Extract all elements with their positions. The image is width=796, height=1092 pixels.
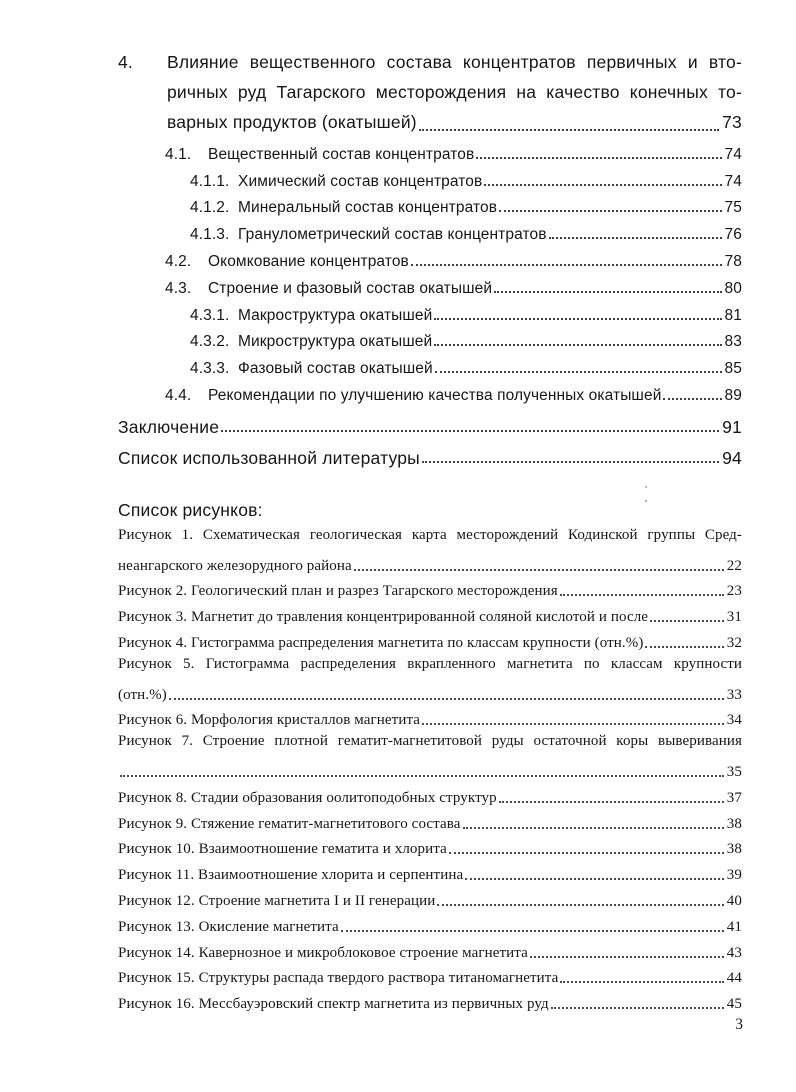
entry-text: Рисунок 8. Стадии образования оолитоподобных структур xyxy=(118,789,497,806)
toc-entry-section-4 xyxy=(118,47,742,137)
entry-text: Рисунок 15. Структуры распада твердого раствора титаномагнетита xyxy=(118,970,559,987)
entry-text: Рисунок 16. Мессбауэровский спектр магнетита из первичных руд xyxy=(118,996,549,1013)
entry-text: Минеральный состав концентратов xyxy=(238,199,498,217)
toc-closing-list xyxy=(118,407,742,469)
toc-row xyxy=(118,351,742,378)
figure-row xyxy=(118,910,742,936)
toc-subsection-list xyxy=(118,137,742,405)
dot-leader xyxy=(435,371,722,373)
dot-leader xyxy=(221,430,719,432)
toc-row xyxy=(118,217,742,244)
entry-page-number: 33 xyxy=(726,686,742,703)
dot-leader xyxy=(465,878,724,880)
toc-row xyxy=(118,191,742,218)
entry-text: Микроструктура окатышей xyxy=(238,333,433,351)
entry-page-number: 22 xyxy=(726,557,742,574)
toc-entry-text: варных продуктов (окатышей) xyxy=(167,112,417,132)
toc-page-number: 73 xyxy=(722,112,742,132)
toc-entry-line: ричных руд Тагарского месторождения на качество конечных то- xyxy=(167,82,742,102)
dot-leader xyxy=(422,723,724,725)
figure-row xyxy=(118,626,742,652)
entry-page-number: 40 xyxy=(726,892,742,909)
figure-row xyxy=(118,884,742,910)
dot-leader xyxy=(476,157,721,159)
dot-leader xyxy=(499,210,721,212)
entry-text: Вещественный состав концентратов xyxy=(208,145,475,163)
toc-row xyxy=(118,164,742,191)
entry-text: Рисунок 9. Стяжение гематит-магнетитового состава xyxy=(118,815,461,832)
toc-entry-number: 4. xyxy=(118,52,133,72)
entry-text: Рисунок 14. Кавернозное и микроблоковое строение магнетита xyxy=(118,944,528,961)
figure-row xyxy=(118,858,742,884)
dot-leader xyxy=(449,852,724,854)
dot-leader xyxy=(169,698,724,700)
dot-leader xyxy=(530,956,724,958)
dot-leader xyxy=(560,981,723,983)
entry-page-number: 35 xyxy=(726,763,742,780)
toc-entry-number: 4.1.3. xyxy=(190,226,230,244)
toc-row xyxy=(118,137,742,164)
entry-page-number: 75 xyxy=(724,199,742,217)
entry-text: Строение и фазовый состав окатышей xyxy=(208,279,493,297)
entry-text: Список использованной литературы xyxy=(118,447,420,468)
entry-page-number: 81 xyxy=(724,306,742,324)
entry-page-number: 44 xyxy=(726,970,742,987)
entry-text: Макроструктура окатышей xyxy=(238,306,433,324)
toc-entry-number: 4.4. xyxy=(165,386,192,404)
figure-row xyxy=(118,600,742,626)
entry-text: Рисунок 11. Взаимоотношение хлорита и серпентина xyxy=(118,867,464,884)
entry-text: Рисунок 2. Геологический план и разрез Тагарского месторождения xyxy=(118,583,558,600)
toc-row xyxy=(118,244,742,271)
dot-leader xyxy=(549,237,722,239)
entry-page-number: 94 xyxy=(722,447,742,468)
dot-leader xyxy=(434,344,721,346)
toc-row xyxy=(118,378,742,405)
entry-text: Гранулометрический состав концентратов xyxy=(238,226,547,244)
toc-row xyxy=(118,298,742,325)
figure-row: Рисунок 5. Гистограмма распределения вкрапленного магнетита по классам крупности xyxy=(118,655,742,672)
figures-heading: Список рисунков: xyxy=(118,499,263,520)
entry-page-number: 39 xyxy=(726,867,742,884)
entry-page-number: 76 xyxy=(724,226,742,244)
dot-leader xyxy=(484,184,721,186)
toc-entry-number: 4.2. xyxy=(165,252,192,270)
entry-text: Заключение xyxy=(118,416,220,437)
entry-text: Рекомендации по улучшению качества полученных окатышей xyxy=(208,386,662,404)
dot-leader xyxy=(422,461,719,463)
figure-row xyxy=(118,755,742,781)
toc-entry-number: 4.3. xyxy=(165,279,192,297)
figure-row xyxy=(118,678,742,704)
figure-row xyxy=(118,987,742,1013)
dot-leader xyxy=(551,1007,724,1009)
dot-leader xyxy=(419,129,719,131)
figure-row: Рисунок 1. Схематическая геологическая карта месторождений Кодинской группы Сред- xyxy=(118,526,742,543)
figure-row xyxy=(118,575,742,601)
entry-text: Рисунок 10. Взаимоотношение гематита и хлорита xyxy=(118,841,447,858)
entry-text: Фазовый состав окатышей xyxy=(238,360,433,378)
entry-text: Рисунок 13. Окисление магнетита xyxy=(118,918,339,935)
toc-entry-number: 4.3.3. xyxy=(190,360,230,378)
dot-leader xyxy=(120,775,724,777)
entry-page-number: 31 xyxy=(726,609,742,626)
entry-page-number: 78 xyxy=(724,252,742,270)
entry-page-number: 23 xyxy=(726,583,742,600)
scan-noise-speck xyxy=(645,486,648,502)
toc-entry-line xyxy=(167,107,742,137)
toc-row xyxy=(118,407,742,438)
entry-page-number: 89 xyxy=(724,386,742,404)
table-of-contents xyxy=(118,47,742,1013)
dot-leader xyxy=(560,594,724,596)
figure-row xyxy=(118,807,742,833)
figure-row xyxy=(118,962,742,988)
figure-row xyxy=(118,833,742,859)
dot-leader xyxy=(354,569,724,571)
toc-entry-body xyxy=(167,47,742,137)
entry-page-number: 37 xyxy=(726,789,742,806)
entry-text: неангарского железорудного района xyxy=(118,557,352,574)
dot-leader xyxy=(463,827,724,829)
toc-entry-number: 4.3.1. xyxy=(190,306,230,324)
entry-text: Рисунок 4. Гистограмма распределения магнетита по классам крупности (отн.%) xyxy=(118,634,644,651)
entry-page-number: 74 xyxy=(724,172,742,190)
entry-page-number: 43 xyxy=(726,944,742,961)
dot-leader xyxy=(341,930,724,932)
figure-row: Рисунок 7. Строение плотной гематит-магнетитовой руды остаточной коры выверивания xyxy=(118,733,742,750)
figures-list xyxy=(118,523,742,1013)
entry-page-number: 45 xyxy=(726,996,742,1013)
entry-page-number: 38 xyxy=(726,815,742,832)
toc-entry-number: 4.1. xyxy=(165,145,192,163)
page-number: 3 xyxy=(735,1016,743,1033)
entry-page-number: 80 xyxy=(724,279,742,297)
entry-text: Рисунок 6. Морфология кристаллов магнетита xyxy=(118,712,421,729)
entry-page-number: 41 xyxy=(726,918,742,935)
dot-leader xyxy=(645,646,723,648)
entry-page-number: 74 xyxy=(724,145,742,163)
entry-page-number: 38 xyxy=(726,841,742,858)
entry-page-number: 91 xyxy=(722,416,742,437)
dot-leader xyxy=(437,904,723,906)
dot-leader xyxy=(411,264,722,266)
figure-row xyxy=(118,549,742,575)
dot-leader xyxy=(650,620,724,622)
entry-text: (отн.%) xyxy=(118,686,167,703)
toc-entry-number: 4.1.1. xyxy=(190,172,230,190)
figure-row xyxy=(118,781,742,807)
toc-entry-number: 4.3.2. xyxy=(190,333,230,351)
entry-text: Рисунок 3. Магнетит до травления концентрированной соляной кислотой и после xyxy=(118,609,649,626)
dot-leader xyxy=(663,398,721,400)
toc-row xyxy=(118,271,742,298)
toc-row xyxy=(118,325,742,352)
figure-row xyxy=(118,704,742,730)
entry-page-number: 83 xyxy=(724,333,742,351)
toc-entry-number: 4.1.2. xyxy=(190,199,230,217)
entry-page-number: 85 xyxy=(724,360,742,378)
entry-text: Химический состав концентратов xyxy=(238,172,483,190)
dot-leader xyxy=(434,318,721,320)
figure-row xyxy=(118,936,742,962)
entry-text: Рисунок 12. Строение магнетита I и II генерации xyxy=(118,892,436,909)
entry-page-number: 34 xyxy=(726,712,742,729)
dot-leader xyxy=(499,801,724,803)
toc-entry-line: Влияние вещественного состава концентратов первичных и вто- xyxy=(167,52,742,72)
entry-page-number: 32 xyxy=(726,634,742,651)
dot-leader xyxy=(494,291,721,293)
entry-text: Окомкование концентратов xyxy=(208,252,409,270)
toc-row xyxy=(118,438,742,469)
